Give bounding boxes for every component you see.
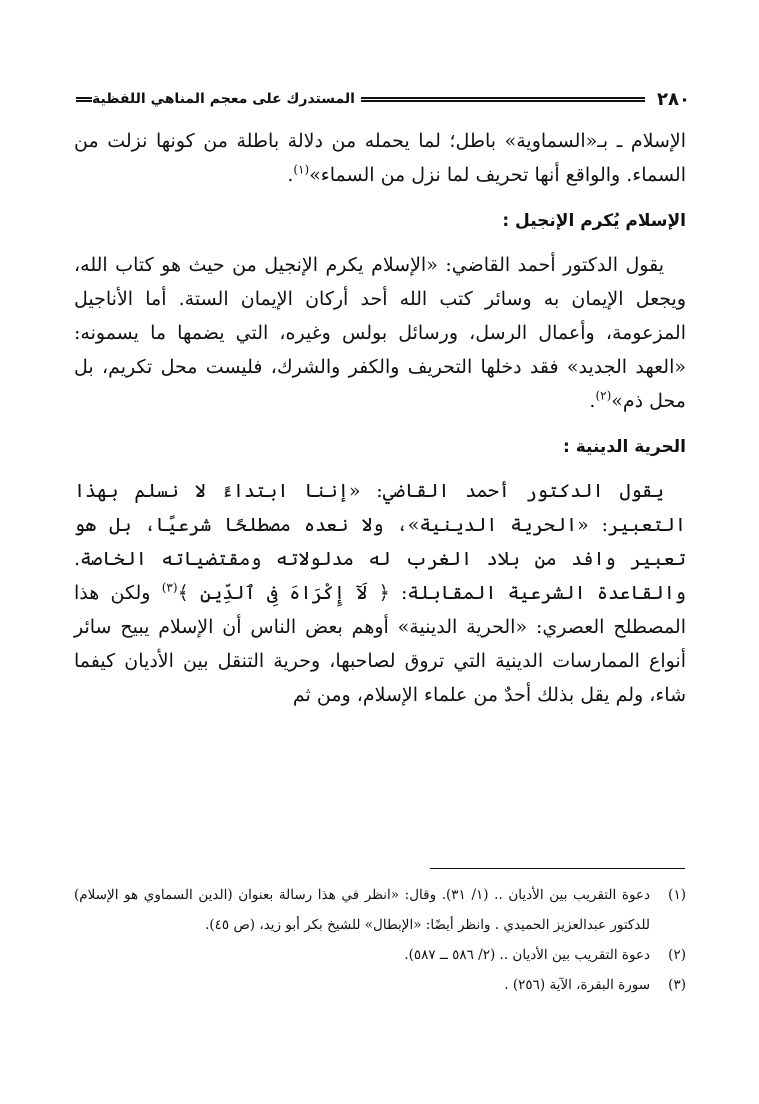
header-rule: [361, 97, 645, 102]
section-heading-islam-honors-gospel: الإسلام يُكرم الإنجيل :: [502, 211, 686, 231]
footnote-text: دعوة التقريب بين الأديان .. (٢/ ٥٨٦ ــ ٥٨٧).: [404, 947, 650, 963]
header-rule-end: [76, 97, 92, 102]
paragraph-religious-freedom: [74, 474, 686, 712]
paragraph-text: يقول الدكتور أحمد القاضي: «إننا ابتداءً لا نسلم بهذا التعبير: «الحرية الدينية»، ولا نعده مصطلحًا شرعيًا، بل هو تعبير وافد من بلاد الغرب له مدلولاته ومقتضياته الخاصة. والقاعدة الشرعية المقابلة: ﴿ لَآ إِكْرَاهَ فِى ٱلدِّينِ ﴾: [74, 480, 686, 604]
footnote-text: دعوة التقريب بين الأديان .. (١/ ٣١). وقال: «انظر في هذا رسالة بعنوان (الدين السماوي هو الإسلام) للدكتور عبدالعزيز الحميدي . وانظر أيضًا: «الإبطال» للشيخ بكر أبو زيد، (ص ٤٥).: [74, 887, 650, 933]
footnote-number: (١): [668, 887, 686, 903]
page-number: ٢٨٠: [657, 88, 690, 110]
paragraph-end: .: [589, 390, 596, 412]
footnote-ref-1[interactable]: (١): [293, 162, 310, 177]
footnote-text: سورة البقرة، الآية (٢٥٦) .: [504, 977, 650, 993]
paragraph-text-continued: ولكن هذا المصطلح العصري: «الحرية الدينية» أوهم بعض الناس أن الإسلام يبيح سائر أنواع الممارسات الدينية التي تروق لصاحبها، وحرية التنقل بين الأديان كيفما شاء، ولم يقل بذلك أحدٌ من علماء الإسلام، ومن ثم: [74, 582, 686, 706]
running-title: المستدرك على معجم المناهي اللفظية: [92, 91, 355, 107]
paragraph-text: يقول الدكتور أحمد القاضي: «الإسلام يكرم الإنجيل من حيث هو كتاب الله، ويجعل الإيمان به وسائر كتب الله أحد أركان الإيمان الستة. أما الأناجيل المزعومة، وأعمال الرسل، ورسائل بولس وغيره، التي يضمها ما يسمونه: «العهد الجديد» فقد دخلها التحريف والكفر والشرك، فليست محل تكريم، بل محل ذم»: [74, 254, 686, 412]
footnote-separator: [430, 868, 685, 869]
body-text: [74, 124, 686, 712]
footnote-ref-3[interactable]: (٣): [161, 580, 178, 595]
running-header: [70, 84, 690, 114]
footnote-2: [74, 940, 686, 970]
footnote-3: [74, 970, 686, 1000]
section-heading-religious-freedom: الحرية الدينية :: [563, 437, 686, 457]
footnote-number: (٣): [668, 977, 686, 993]
footnote-ref-2[interactable]: (٢): [595, 388, 612, 403]
footnote-number: (٢): [668, 947, 686, 963]
paragraph-end: .: [287, 164, 294, 186]
footnote-1: [74, 880, 686, 940]
paragraph-text: الإسلام ـ بـ«السماوية» باطل؛ لما يحمله من دلالة باطلة من كونها نزلت من السماء. والواقع أنها تحريف لما نزل من السماء»: [74, 130, 686, 186]
paragraph-continuation: [74, 124, 686, 192]
footnotes: [74, 880, 686, 1000]
paragraph-islam-honors-gospel: [74, 248, 686, 418]
